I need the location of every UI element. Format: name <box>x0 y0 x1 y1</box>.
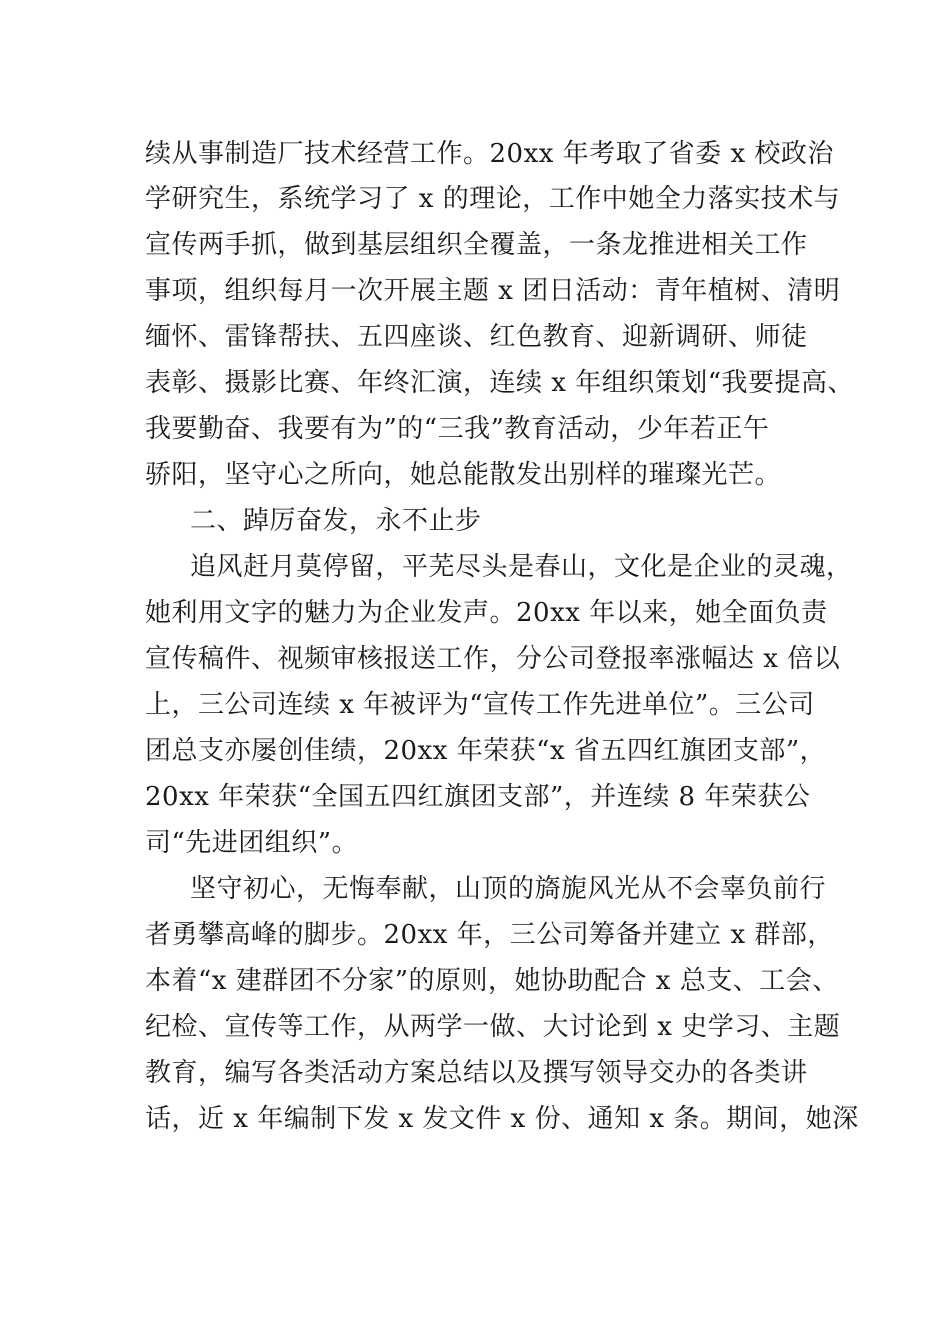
paragraph-line: 续从事制造厂技术经营工作。20xx 年考取了省委 x 校政治 <box>145 139 834 169</box>
paragraph-line: 她利用文字的魅力为企业发声。20xx 年以来，她全面负责 <box>145 598 828 628</box>
paragraph-line: 上，三公司连续 x 年被评为“宣传工作先进单位”。三公司 <box>145 690 815 720</box>
paragraph-line: 话，近 x 年编制下发 x 发文件 x 份、通知 x 条。期间，她深 <box>145 1104 859 1134</box>
paragraph-line: 事项，组织每月一次开展主题 x 团日活动：青年植树、清明 <box>145 276 841 306</box>
paragraph-line: 教育，编写各类活动方案总结以及撰写领导交办的各类讲 <box>145 1058 808 1088</box>
paragraph-line: 骄阳，坚守心之所向，她总能散发出别样的璀璨光芒。 <box>145 460 782 490</box>
paragraph-line: 学研究生，系统学习了 x 的理论，工作中她全力落实技术与 <box>145 184 841 214</box>
paragraph-line: 宣传稿件、视频审核报送工作，分公司登报率涨幅达 x 倍以 <box>145 644 841 674</box>
paragraph-line: 20xx 年荣获“全国五四红旗团支部”，并连续 8 年荣获公 <box>145 782 811 812</box>
paragraph-line: 缅怀、雷锋帮扶、五四座谈、红色教育、迎新调研、师徒 <box>145 322 808 352</box>
section-heading: 二、踔厉奋发，永不止步 <box>190 506 482 536</box>
paragraph-line: 宣传两手抓，做到基层组织全覆盖，一条龙推进相关工作 <box>145 230 808 260</box>
paragraph-line: 司“先进团组织”。 <box>145 828 359 858</box>
paragraph-line: 追风赶月莫停留，平芜尽头是春山，文化是企业的灵魂， <box>190 552 853 582</box>
paragraph-line: 坚守初心，无悔奉献，山顶的旖旎风光从不会辜负前行 <box>190 874 827 904</box>
paragraph-line: 者勇攀高峰的脚步。20xx 年，三公司筹备并建立 x 群部， <box>145 920 834 950</box>
paragraph-line: 团总支亦屡创佳绩，20xx 年荣获“x 省五四红旗团支部”， <box>145 736 827 766</box>
paragraph-line: 我要勤奋、我要有为”的“三我”教育活动，少年若正午 <box>145 414 770 444</box>
paragraph-line: 表彰、摄影比赛、年终汇演，连续 x 年组织策划“我要提高、 <box>145 368 854 398</box>
paragraph-line: 本着“x 建群团不分家”的原则，她协助配合 x 总支、工会、 <box>145 966 839 996</box>
paragraph-line: 纪检、宣传等工作，从两学一做、大讨论到 x 史学习、主题 <box>145 1012 841 1042</box>
